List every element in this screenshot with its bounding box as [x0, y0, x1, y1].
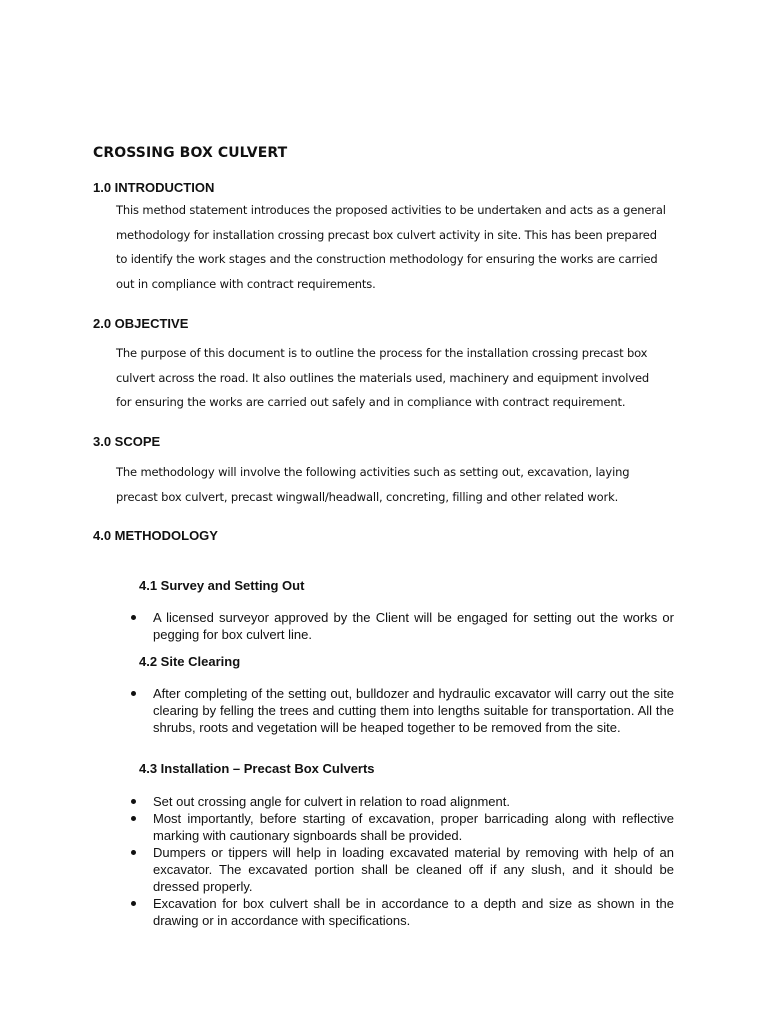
list-item-text: Excavation for box culvert shall be in accordance to a depth and size as shown in the drawing or in accordance with specifications.	[153, 896, 674, 928]
bullet-icon	[131, 691, 136, 696]
list-item-text: Dumpers or tippers will help in loading excavated material by removing with help of an excavator. The excavated portion shall be cleaned off if any slush, and it should be dressed properly.	[153, 845, 674, 894]
bullet-icon	[131, 615, 136, 620]
introduction-paragraph	[116, 198, 676, 296]
text-line: to identify the work stages and the construction methodology for ensuring the works are carried	[116, 252, 658, 266]
installation-bullet-list	[153, 793, 674, 929]
list-item-text: Set out crossing angle for culvert in relation to road alignment.	[153, 794, 510, 809]
text-line: The purpose of this document is to outline the process for the installation crossing precast box	[116, 346, 648, 360]
document-title: CROSSING BOX CULVERT	[93, 145, 288, 161]
text-line: The methodology will involve the following activities such as setting out, excavation, laying	[116, 465, 630, 479]
list-item	[153, 609, 674, 643]
bullet-icon	[131, 901, 136, 906]
scope-paragraph	[116, 460, 676, 509]
section-heading-objective: 2.0 OBJECTIVE	[93, 316, 189, 331]
bullet-icon	[131, 850, 136, 855]
survey-bullet-list	[153, 609, 674, 643]
subsection-heading-site-clearing: 4.2 Site Clearing	[139, 654, 241, 669]
site-clearing-bullet-list	[153, 685, 674, 736]
text-line: out in compliance with contract requirements.	[116, 276, 376, 291]
objective-paragraph	[116, 341, 676, 415]
bullet-icon	[131, 816, 136, 821]
section-heading-scope: 3.0 SCOPE	[93, 434, 161, 449]
list-item	[153, 810, 674, 844]
bullet-icon	[131, 799, 136, 804]
text-line: methodology for installation crossing precast box culvert activity in site. This has been prepared	[116, 227, 657, 242]
subsection-heading-survey: 4.1 Survey and Setting Out	[139, 578, 305, 593]
text-line: for ensuring the works are carried out safely and in compliance with contract requirement.	[116, 395, 626, 409]
list-item-text: Most importantly, before starting of excavation, proper barricading along with reflective marking with cautionary signboards shall be provided.	[153, 811, 674, 843]
list-item	[153, 793, 674, 810]
list-item-text: A licensed surveyor approved by the Client will be engaged for setting out the works or pegging for box culvert line.	[153, 610, 674, 642]
section-heading-introduction: 1.0 INTRODUCTION	[93, 180, 215, 195]
text-line: culvert across the road. It also outlines the materials used, machinery and equipment involved	[116, 370, 650, 385]
text-line: This method statement introduces the proposed activities to be undertaken and acts as a general	[116, 203, 666, 217]
text-line: precast box culvert, precast wingwall/headwall, concreting, filling and other related work.	[116, 489, 619, 504]
subsection-heading-installation: 4.3 Installation – Precast Box Culverts	[139, 761, 375, 776]
section-heading-methodology: 4.0 METHODOLOGY	[93, 528, 218, 543]
list-item	[153, 844, 674, 895]
list-item	[153, 895, 674, 929]
list-item	[153, 685, 674, 736]
list-item-text: After completing of the setting out, bulldozer and hydraulic excavator will carry out the site clearing by felling the trees and cutting them into lengths suitable for transportation. All the shrubs, roots and vegetation will be heaped together to be removed from the site.	[153, 686, 674, 735]
